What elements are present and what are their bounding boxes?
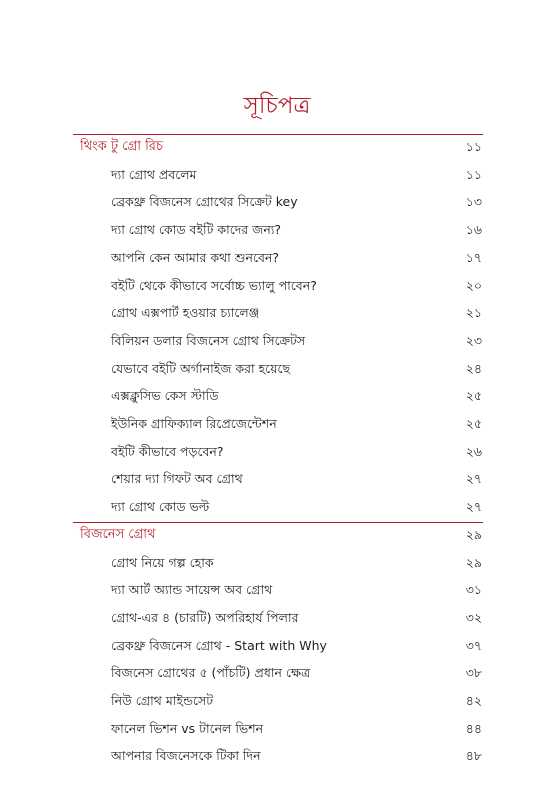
toc-page-number: ১৬	[465, 222, 482, 238]
toc-entry-row	[0, 465, 554, 493]
toc-entry-row	[0, 632, 554, 660]
toc-page-number: ১৩	[465, 194, 482, 210]
toc-entry-row	[0, 410, 554, 438]
toc-entry-title: নিউ গ্রোথ মাইন্ডসেট	[111, 693, 214, 708]
toc-page-number: ২০	[465, 277, 482, 293]
toc-page-number: ২১	[465, 305, 482, 321]
toc-page-number: ২৭	[465, 499, 482, 515]
toc-section-title: বিজনেস গ্রোথ	[80, 526, 156, 542]
toc-entry-row	[0, 188, 554, 216]
toc-entry-row	[0, 576, 554, 604]
toc-entry-title: গ্রোথ-এর ৪ (চারটি) অপরিহার্য পিলার	[111, 609, 299, 625]
toc-entry-title: দ্যা আর্ট অ্যান্ড সায়েন্স অব গ্রোথ	[111, 582, 273, 598]
toc-entry-title: বিজনেস গ্রোথের ৫ (পাঁচটি) প্রধান ক্ষেত্র	[111, 665, 311, 681]
toc-page-number: ৪৪	[465, 720, 482, 736]
toc-entry-row	[0, 715, 554, 743]
toc-entry-title: বইটি থেকে কীভাবে সর্বোচ্চ ভ্যালু পাবেন?	[111, 277, 317, 293]
toc-entry-title: এক্সক্লুসিভ কেস স্টাডি	[111, 388, 219, 404]
toc-entry-row	[0, 687, 554, 715]
toc-entry-row	[0, 272, 554, 300]
toc-page-number: ২৩	[465, 332, 482, 348]
toc-entry-row	[0, 244, 554, 272]
toc-section-row	[0, 521, 554, 549]
toc-page-number: ২৯	[465, 554, 482, 570]
toc-entry-row	[0, 549, 554, 577]
toc-entry-title: ফানেল ভিশন vs টানেল ভিশন	[111, 720, 264, 736]
toc-entry-title: দ্যা গ্রোথ কোড ভল্ট	[111, 499, 210, 515]
toc-page-number: ৪২	[465, 693, 482, 708]
toc-page-number: ১১	[465, 166, 482, 182]
toc-page-number: ২৪	[465, 360, 482, 376]
toc-entry-row	[0, 742, 554, 770]
toc-entry-title: গ্রোথ এক্সপার্ট হওয়ার চ্যালেঞ্জ	[111, 305, 260, 321]
toc-entry-title: ব্রেকথ্রু বিজনেস গ্রোথ - Start with Why	[111, 637, 327, 653]
toc-entry-title: দ্যা গ্রোথ কোড বইটি কাদের জন্য?	[111, 222, 282, 238]
toc-page-number: ২৫	[465, 416, 482, 431]
toc-entry-row	[0, 493, 554, 521]
toc-page-number: ২৫	[465, 388, 482, 404]
toc-entry-row	[0, 438, 554, 466]
toc-entry-title: গ্রোথ নিয়ে গল্প হোক	[111, 554, 214, 570]
toc-entry-row	[0, 161, 554, 189]
toc-page-number: ৪৮	[465, 748, 482, 764]
toc-page-number: ৩১	[465, 582, 482, 598]
toc-entry-title: ইউনিক গ্রাফিক্যাল রিপ্রেজেন্টেশন	[111, 416, 277, 431]
toc-entry-title: ব্রেকথ্রু বিজনেস গ্রোথের সিক্রেট key	[111, 194, 298, 210]
toc-entry-row	[0, 659, 554, 687]
toc-page-number: ২৯	[465, 526, 482, 542]
toc-page-number: ৩২	[465, 609, 482, 625]
toc-entry-title: বিলিয়ন ডলার বিজনেস গ্রোথ সিক্রেটস	[111, 332, 306, 348]
toc-page-number: ২৭	[465, 471, 482, 487]
toc-entry-title: দ্যা গ্রোথ প্রবলেম	[111, 166, 197, 182]
toc-entry-title: আপনার বিজনেসকে টিকা দিন	[111, 748, 261, 764]
toc-entry-title: যেভাবে বইটি অর্গানাইজ করা হয়েছে	[111, 360, 291, 376]
toc-entry-title: আপনি কেন আমার কথা শুনবেন?	[111, 249, 280, 265]
toc-entry-row	[0, 299, 554, 327]
toc-page-number: ৩৭	[465, 637, 482, 653]
toc-section-row	[0, 133, 554, 161]
toc-entry-title: শেয়ার দ্যা গিফট অব গ্রোথ	[111, 471, 243, 487]
toc-page-number: ১১	[465, 139, 482, 154]
toc-page-number: ১৭	[465, 249, 482, 265]
toc-entry-row	[0, 216, 554, 244]
toc-entry-row	[0, 327, 554, 355]
toc-entry-row	[0, 604, 554, 632]
toc-page-number: ৩৮	[465, 665, 482, 681]
toc-entry-row	[0, 382, 554, 410]
toc-page-number: ২৬	[465, 443, 482, 459]
toc-entry-title: বইটি কীভাবে পড়বেন?	[111, 443, 224, 459]
toc-section-title: থিংক টু গ্রো রিচ	[80, 139, 163, 154]
toc-entry-row	[0, 355, 554, 383]
page-title: সূচিপত্র	[243, 93, 311, 119]
